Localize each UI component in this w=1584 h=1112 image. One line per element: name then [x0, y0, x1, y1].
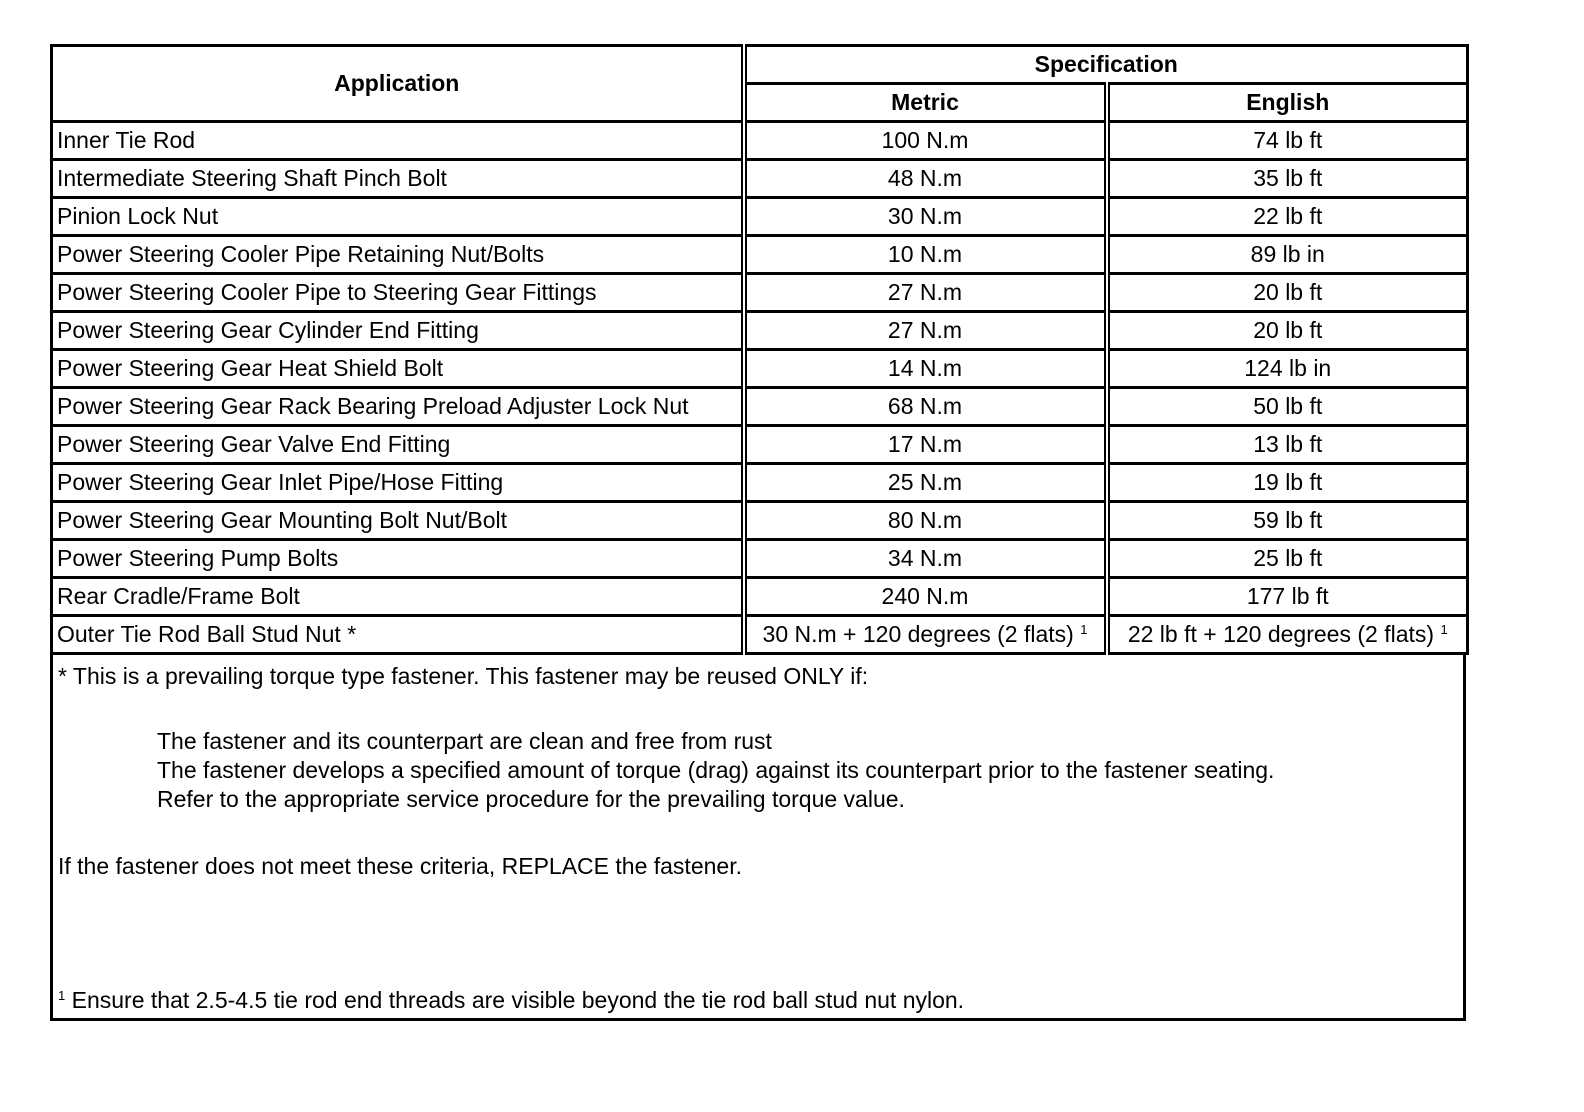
application-cell: Power Steering Gear Rack Bearing Preload Adjuster Lock Nut	[52, 388, 744, 426]
fastener-torque-table	[50, 44, 1469, 655]
metric-cell: 80 N.m	[744, 502, 1107, 540]
table-row	[52, 540, 1468, 578]
metric-cell: 25 N.m	[744, 464, 1107, 502]
english-cell: 13 lb ft	[1107, 426, 1468, 464]
application-cell: Power Steering Gear Mounting Bolt Nut/Bolt	[52, 502, 744, 540]
prevailing-torque-note: * This is a prevailing torque type fastener. This fastener may be reused ONLY if:	[58, 663, 869, 689]
condition-item: Refer to the appropriate service procedure for the prevailing torque value.	[157, 786, 905, 812]
english-cell: 177 lb ft	[1107, 578, 1468, 616]
footnote-marker: 1	[1080, 622, 1088, 637]
english-cell: 35 lb ft	[1107, 160, 1468, 198]
footnote-marker: 1	[1440, 622, 1448, 637]
english-cell	[1107, 616, 1468, 654]
table-row	[52, 198, 1468, 236]
english-cell: 74 lb ft	[1107, 122, 1468, 160]
application-cell: Power Steering Gear Cylinder End Fitting	[52, 312, 744, 350]
table-row	[52, 578, 1468, 616]
table-row	[52, 388, 1468, 426]
metric-cell: 27 N.m	[744, 274, 1107, 312]
english-cell: 25 lb ft	[1107, 540, 1468, 578]
table-row	[52, 274, 1468, 312]
metric-cell: 10 N.m	[744, 236, 1107, 274]
english-cell: 20 lb ft	[1107, 312, 1468, 350]
header-row-top	[52, 46, 1468, 84]
english-value: 22 lb ft + 120 degrees (2 flats)	[1127, 621, 1435, 647]
metric-cell: 100 N.m	[744, 122, 1107, 160]
table-row	[52, 350, 1468, 388]
metric-cell: 17 N.m	[744, 426, 1107, 464]
table-row	[52, 312, 1468, 350]
reuse-conditions-list	[157, 727, 1274, 814]
application-cell: Power Steering Gear Inlet Pipe/Hose Fitting	[52, 464, 744, 502]
english-cell: 59 lb ft	[1107, 502, 1468, 540]
application-cell: Power Steering Gear Valve End Fitting	[52, 426, 744, 464]
header-metric: Metric	[744, 84, 1107, 122]
metric-cell: 27 N.m	[744, 312, 1107, 350]
metric-cell: 34 N.m	[744, 540, 1107, 578]
application-cell: Power Steering Pump Bolts	[52, 540, 744, 578]
table-row	[52, 616, 1468, 654]
condition-item: The fastener develops a specified amount of torque (drag) against its counterpart prior to the fastener seating.	[157, 757, 1275, 783]
english-cell: 124 lb in	[1107, 350, 1468, 388]
metric-cell	[744, 616, 1107, 654]
application-cell: Power Steering Cooler Pipe to Steering Gear Fittings	[52, 274, 744, 312]
table-row	[52, 464, 1468, 502]
table-row	[52, 236, 1468, 274]
table-row	[52, 426, 1468, 464]
application-cell: Power Steering Cooler Pipe Retaining Nut/Bolts	[52, 236, 744, 274]
condition-item: The fastener and its counterpart are clean and free from rust	[157, 728, 772, 754]
metric-cell: 14 N.m	[744, 350, 1107, 388]
application-cell: Pinion Lock Nut	[52, 198, 744, 236]
header-specification: Specification	[744, 46, 1468, 84]
english-cell: 22 lb ft	[1107, 198, 1468, 236]
application-cell: Power Steering Gear Heat Shield Bolt	[52, 350, 744, 388]
header-english: English	[1107, 84, 1468, 122]
footnote	[58, 987, 964, 1014]
english-cell: 19 lb ft	[1107, 464, 1468, 502]
english-cell: 50 lb ft	[1107, 388, 1468, 426]
notes-box	[50, 655, 1466, 1021]
english-cell: 89 lb in	[1107, 236, 1468, 274]
table-row	[52, 160, 1468, 198]
header-application: Application	[52, 46, 744, 122]
application-cell: Intermediate Steering Shaft Pinch Bolt	[52, 160, 744, 198]
application-cell: Outer Tie Rod Ball Stud Nut *	[52, 616, 744, 654]
metric-cell: 48 N.m	[744, 160, 1107, 198]
metric-value: 30 N.m + 120 degrees (2 flats)	[762, 621, 1074, 647]
metric-cell: 240 N.m	[744, 578, 1107, 616]
metric-cell: 30 N.m	[744, 198, 1107, 236]
torque-spec-sheet	[50, 44, 1466, 1021]
metric-cell: 68 N.m	[744, 388, 1107, 426]
footnote-mark: 1	[58, 988, 66, 1003]
table-row	[52, 502, 1468, 540]
table-row	[52, 122, 1468, 160]
english-cell: 20 lb ft	[1107, 274, 1468, 312]
replace-note: If the fastener does not meet these criteria, REPLACE the fastener.	[58, 853, 742, 879]
footnote-text: Ensure that 2.5-4.5 tie rod end threads are visible beyond the tie rod ball stud nut nylon.	[71, 987, 965, 1013]
application-cell: Inner Tie Rod	[52, 122, 744, 160]
application-cell: Rear Cradle/Frame Bolt	[52, 578, 744, 616]
